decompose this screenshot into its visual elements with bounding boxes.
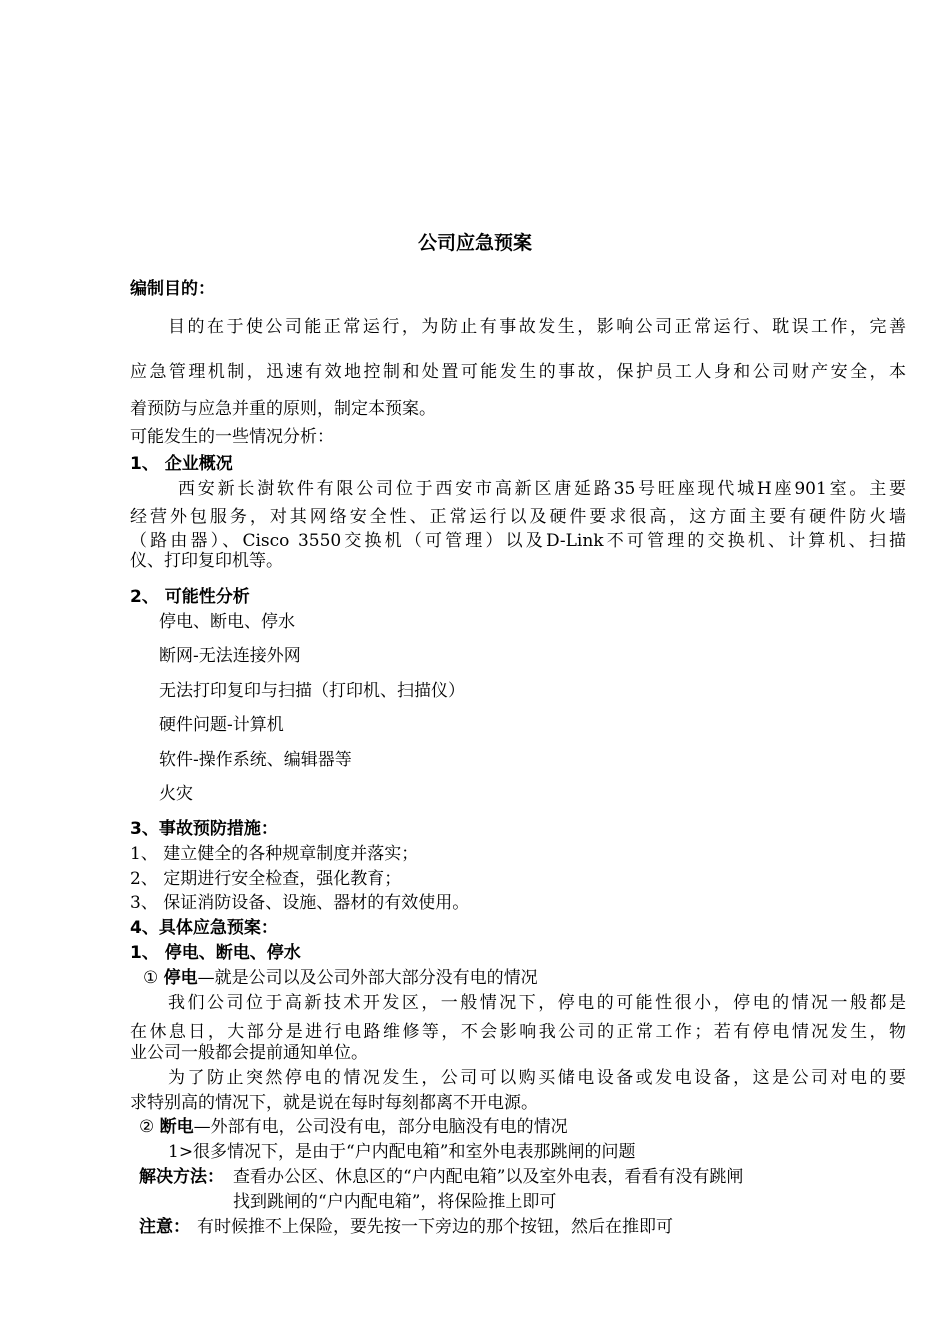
section1-line-3: （路由器）、Cisco 3550交换机（可管理）以及D-Link不可管理的交换机、计算机、扫描 <box>130 531 906 551</box>
section2-item: 断网-无法连接外网 <box>159 646 301 666</box>
section1-line-4: 仪、打印复印机等。 <box>130 551 283 571</box>
section2-heading: 2、 可能性分析 <box>130 587 250 607</box>
section4-sub1-heading: 1、 停电、断电、停水 <box>130 943 301 963</box>
case-1: 1>很多情况下，是由于“户内配电箱”和室外电表那跳闸的问题 <box>168 1142 636 1162</box>
section2-item: 软件-操作系统、编辑器等 <box>159 750 352 770</box>
solution-line-2: 找到跳闸的“户内配电箱”，将保险推上即可 <box>233 1192 557 1212</box>
solution-label: 解决方法： <box>139 1167 224 1187</box>
section1-line-1: 西安新长澍软件有限公司位于西安市高新区唐延路35号旺座现代城H座901室。主要 <box>178 479 906 499</box>
solution-line-1: 查看办公区、休息区的“户内配电箱”以及室外电表，看看有没有跳闸 <box>233 1167 744 1187</box>
purpose-line-3: 着预防与应急并重的原则，制定本预案。 <box>130 399 436 419</box>
section3-item: 2、 定期进行安全检查，强化教育； <box>130 869 402 889</box>
item-description: —外部有电，公司没有电，部分电脑没有电的情况 <box>193 1117 568 1137</box>
section1-line-2: 经营外包服务，对其网络安全性、正常运行以及硬件要求很高，这方面主要有硬件防火墙 <box>130 507 906 527</box>
document-title: 公司应急预案 <box>417 232 532 254</box>
item-power-outage <box>143 967 538 989</box>
item-term: 断电 <box>159 1117 194 1137</box>
item-description: —就是公司以及公司外部大部分没有电的情况 <box>197 968 538 988</box>
item-marker: ② <box>139 1117 155 1137</box>
section2-item: 硬件问题-计算机 <box>159 715 284 735</box>
note-text: 有时候推不上保险，要先按一下旁边的那个按钮，然后在推即可 <box>197 1217 673 1237</box>
purpose-line-2: 应急管理机制，迅速有效地控制和处置可能发生的事故，保护员工人身和公司财产安全，本 <box>130 362 906 382</box>
section1-heading: 1、 企业概况 <box>130 454 233 474</box>
purpose-heading: 编制目的： <box>130 279 215 299</box>
note-label: 注意： <box>139 1217 190 1237</box>
section3-item: 3、 保证消防设备、设施、器材的有效使用。 <box>130 893 470 913</box>
section2-item: 停电、断电、停水 <box>159 612 295 632</box>
para2-line-2: 求特别高的情况下，就是说在每时每刻都离不开电源。 <box>130 1093 538 1113</box>
item-circuit-break <box>139 1116 568 1138</box>
para1-line-3: 业公司一般都会提前通知单位。 <box>130 1043 368 1063</box>
para1-line-1: 我们公司位于高新技术开发区，一般情况下，停电的可能性很小，停电的情况一般都是 <box>168 993 906 1013</box>
analysis-intro: 可能发生的一些情况分析： <box>130 427 334 447</box>
item-term: 停电 <box>163 968 198 988</box>
section4-heading: 4、具体应急预案： <box>130 918 278 938</box>
item-marker: ① <box>143 968 159 988</box>
section3-heading: 3、事故预防措施： <box>130 819 278 839</box>
para2-line-1: 为了防止突然停电的情况发生，公司可以购买储电设备或发电设备，这是公司对电的要 <box>168 1068 906 1088</box>
para1-line-2: 在休息日，大部分是进行电路维修等，不会影响我公司的正常工作；若有停电情况发生，物 <box>130 1022 906 1042</box>
section3-item: 1、 建立健全的各种规章制度并落实； <box>130 844 419 864</box>
section2-item: 火灾 <box>159 784 193 804</box>
section2-item: 无法打印复印与扫描（打印机、扫描仪） <box>159 681 465 701</box>
purpose-line-1: 目的在于使公司能正常运行，为防止有事故发生，影响公司正常运行、耽误工作，完善 <box>168 317 906 337</box>
